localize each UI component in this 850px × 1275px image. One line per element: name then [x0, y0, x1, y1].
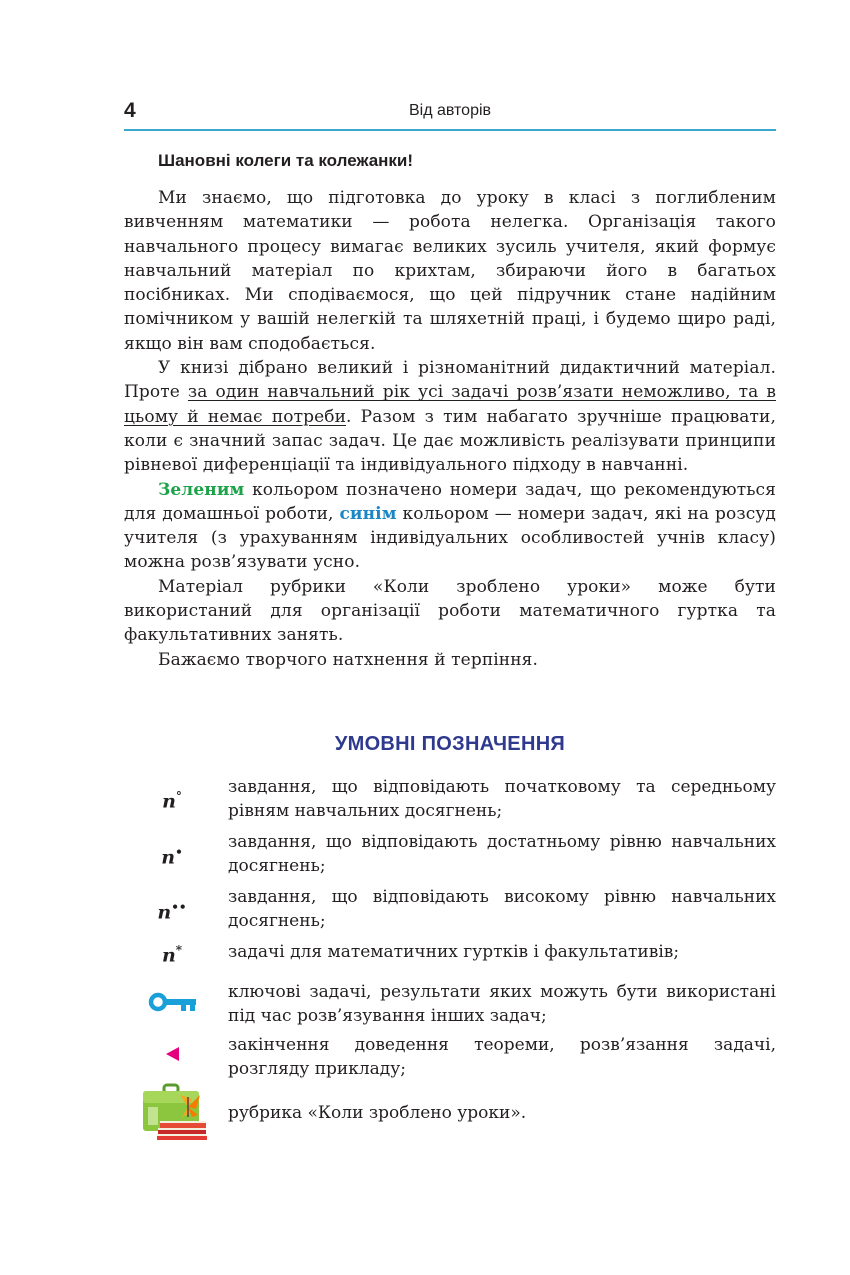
legend-item-text: завдання, що відповідають початковому та середньому рівням навчальних досягнень;: [228, 777, 776, 822]
legend-title: УМОВНІ ПОЗНАЧЕННЯ: [334, 733, 566, 755]
asterisk-mark: n*: [161, 943, 183, 967]
legend-item-text: завдання, що відповідають високому рівню навчальних досягнень;: [228, 887, 776, 932]
running-title: Від авторів: [408, 102, 492, 119]
paragraph-2-start: У книзі дібрано великий і різноманітний дидактичний матеріал. Проте: [124, 358, 776, 403]
legend-item-text: задачі для математичних гуртків і факультативів;: [228, 942, 680, 962]
key-icon: [148, 990, 198, 1014]
paragraph-3: [124, 478, 776, 575]
blue-keyword: синім: [339, 503, 397, 524]
paragraph-1: Ми знаємо, що підготовка до уроку в класі з поглибленим вивченням математики — робота нелегка. Організація такого навчального процесу вимагає великих зусиль учителя, який формує навчальний матеріал по крихтам, збираючи його в багатьох посібниках. Ми сподіваємося, що цей підручник стане надійним помічником у вашій нелегкій та шляхетній праці, і будемо щиро раді, якщо він вам сподобається.: [124, 188, 776, 354]
body-text: [124, 186, 776, 672]
paragraph-3-mid2: кольором — номери задач, які на розсуд учителя (з урахуванням індивідуальних особливостей учнів класу) можна розв’язувати усно.: [124, 503, 776, 573]
header-rule: [124, 129, 776, 131]
single-dot-mark: n•: [161, 845, 183, 869]
paragraph-3-mid1: кольором позначено номери задач, що рекомендуються для домашньої роботи,: [124, 479, 776, 524]
paragraph-2-underlined: за один навчальний рік усі задачі розв’язати неможливо, та в цьому й немає потреби: [124, 382, 777, 427]
paragraph-2-end: . Разом з тим набагато зручніше працювати, коли є значний запас задач. Це дає можливість реалізувати принципи рівневої диференціації та індивідуального підходу в навчанні.: [124, 406, 776, 476]
green-keyword: Зеленим: [158, 479, 245, 500]
degree-mark: n°: [162, 789, 182, 813]
legend-item-text: рубрика «Коли зроблено уроки».: [228, 1103, 527, 1123]
paragraph-2: [124, 356, 776, 477]
legend-item-text: ключові задачі, результати яких можуть бути використані під час розв’язування інших задач;: [228, 982, 776, 1027]
paragraph-5: Бажаємо творчого натхнення й терпіння.: [158, 649, 538, 670]
paragraph-4: Матеріал рубрики «Коли зроблено уроки» може бути використаний для організації роботи математичного гуртка та факультативних занять.: [124, 576, 776, 646]
legend-item-text: закінчення доведення теореми, розв’язання задачі, розгляду прикладу;: [228, 1035, 776, 1080]
greeting-heading: Шановні колеги та колежанки!: [158, 151, 414, 170]
triangle-icon: [164, 1046, 180, 1062]
schoolbag-books-icon: [140, 1083, 210, 1141]
legend-item-text: завдання, що відповідають достатньому рівню навчальних досягнень;: [228, 832, 776, 877]
page-number: 4: [124, 99, 136, 122]
double-dot-mark: n••: [157, 900, 187, 924]
